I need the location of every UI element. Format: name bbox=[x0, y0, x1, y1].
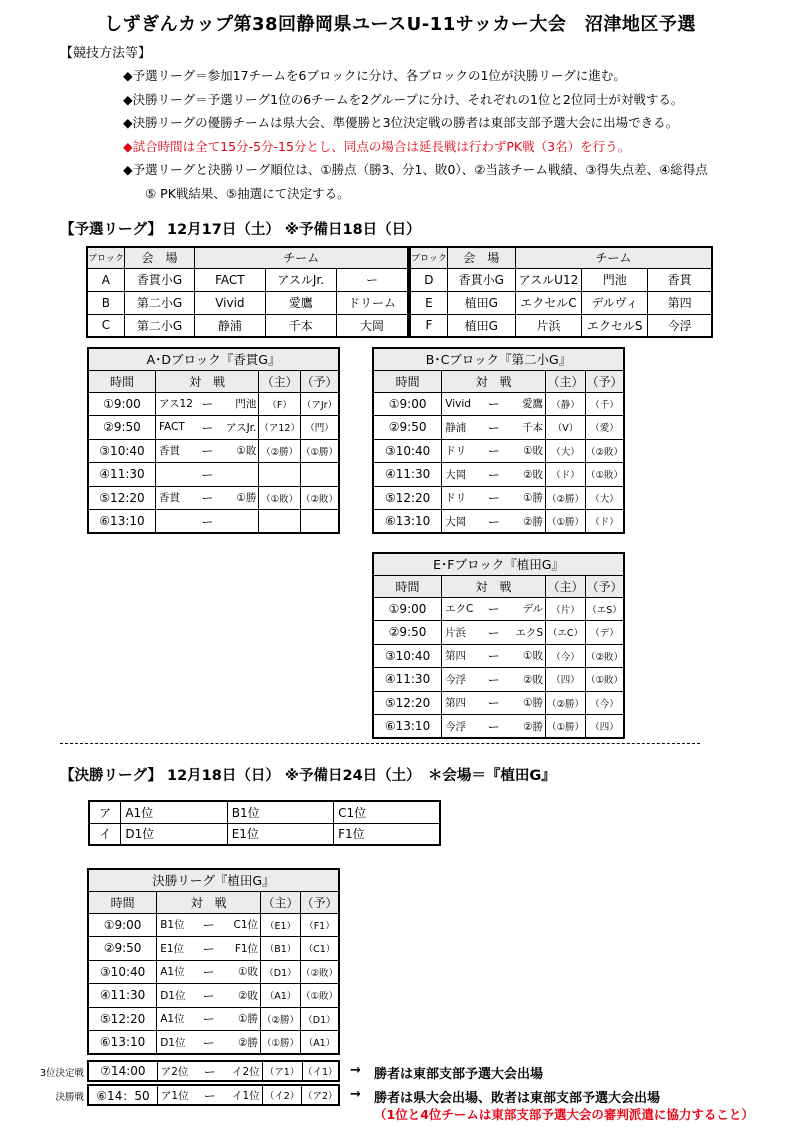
match-main: （D1） bbox=[261, 960, 301, 984]
match-b: 門池 bbox=[218, 392, 259, 416]
col-header-time: 時間 bbox=[373, 370, 442, 392]
block-letter: E bbox=[410, 291, 447, 314]
match-main: （A1） bbox=[261, 984, 301, 1008]
rule-item: ◆決勝リーグの優勝チームは県大会、準優勝と3位決定戦の勝者は東部支部予選大会に出場できる。 bbox=[123, 115, 679, 131]
match-row bbox=[88, 960, 339, 984]
match-time: ⑤12:20 bbox=[373, 486, 442, 510]
match-sub: （②敗） bbox=[585, 439, 624, 463]
venue-cell: 植田G bbox=[447, 314, 515, 337]
playoff-b: イ1位 bbox=[221, 1085, 263, 1105]
ef-block-table bbox=[372, 552, 625, 739]
match-sub: （①敗） bbox=[585, 668, 624, 692]
prelim-heading: 【予選リーグ】 12月17日（土） ※予備日18日（日） bbox=[60, 222, 421, 238]
match-main: （B1） bbox=[261, 937, 301, 961]
team-cell: エクセルC bbox=[515, 291, 581, 314]
match-row bbox=[373, 621, 624, 645]
match-b: ①敗 bbox=[505, 439, 546, 463]
group-slot: B1位 bbox=[227, 801, 333, 823]
page-title: しずぎんカップ第38回静岡県ユースU-11サッカー大会 沼津地区予選 bbox=[104, 14, 696, 35]
playoff-time: ⑥14：50 bbox=[88, 1085, 157, 1105]
group-slot: A1位 bbox=[121, 801, 227, 823]
col-header-main: （主） bbox=[546, 575, 586, 597]
match-dash: ー bbox=[483, 668, 504, 692]
match-sub: （②敗） bbox=[300, 960, 339, 984]
team-cell: アスルJr. bbox=[265, 268, 336, 291]
match-a: 香貫 bbox=[155, 439, 197, 463]
playoff-b: イ2位 bbox=[221, 1061, 263, 1081]
match-main: （①勝） bbox=[261, 1031, 301, 1055]
playoff-dash: ー bbox=[203, 1088, 216, 1103]
match-time: ②9:50 bbox=[373, 621, 442, 645]
playoff-table bbox=[87, 1060, 340, 1082]
match-sub: （門） bbox=[300, 416, 339, 440]
match-main: （②勝） bbox=[259, 439, 301, 463]
match-main: （②勝） bbox=[261, 1007, 301, 1031]
match-main bbox=[259, 510, 301, 534]
team-cell: 第四 bbox=[648, 291, 712, 314]
match-main: （②勝） bbox=[546, 691, 586, 715]
playoff-note: 勝者は県大会出場、敗者は東部支部予選大会出場 bbox=[374, 1091, 661, 1106]
playoff-a: ア1位 bbox=[160, 1089, 189, 1102]
match-row bbox=[373, 715, 624, 739]
match-main: （①敗） bbox=[259, 486, 301, 510]
match-b: 愛鷹 bbox=[505, 392, 546, 416]
playoff-table bbox=[87, 1084, 340, 1106]
col-header-time: 時間 bbox=[373, 575, 442, 597]
block-header: ブロック bbox=[410, 247, 447, 268]
match-row bbox=[88, 1007, 339, 1031]
team-cell: 片浜 bbox=[515, 314, 581, 337]
match-time: ①9:00 bbox=[373, 392, 442, 416]
match-b: デル bbox=[504, 597, 545, 621]
team-cell: 門池 bbox=[582, 268, 648, 291]
match-a: B1位 bbox=[157, 913, 198, 937]
block-title: A･Dブロック『香貫G』 bbox=[88, 348, 339, 370]
match-main: （今） bbox=[546, 644, 586, 668]
match-sub: （②敗） bbox=[300, 486, 339, 510]
col-header-match: 対 戦 bbox=[442, 575, 546, 597]
match-sub: （F1） bbox=[300, 913, 339, 937]
block-letter: A bbox=[87, 268, 124, 291]
match-time: ①9:00 bbox=[88, 913, 157, 937]
match-row bbox=[373, 668, 624, 692]
match-a: A1位 bbox=[157, 1007, 198, 1031]
match-time: ④11:30 bbox=[88, 463, 155, 487]
match-a: D1位 bbox=[157, 984, 198, 1008]
group-slot: E1位 bbox=[227, 823, 333, 845]
match-main: （エC） bbox=[546, 621, 586, 645]
col-header-sub: （予） bbox=[300, 370, 339, 392]
match-row bbox=[88, 439, 339, 463]
venue-header: 会 場 bbox=[447, 247, 515, 268]
team-cell: 今浮 bbox=[648, 314, 712, 337]
match-time: ①9:00 bbox=[373, 597, 442, 621]
match-b: ①勝 bbox=[218, 486, 259, 510]
prelim-row bbox=[410, 291, 712, 314]
team-cell: ドリーム bbox=[336, 291, 408, 314]
match-dash: ー bbox=[483, 510, 504, 534]
block-title: 決勝リーグ『植田G』 bbox=[88, 869, 339, 891]
col-header-time: 時間 bbox=[88, 891, 157, 913]
match-sub: （C1） bbox=[300, 937, 339, 961]
venue-cell: 香貫小G bbox=[447, 268, 515, 291]
match-sub: （ド） bbox=[585, 510, 624, 534]
referee-note: （1位と4位チームは東部支部予選大会の審判派遣に協力すること） bbox=[374, 1107, 754, 1122]
group-label: ア bbox=[89, 801, 121, 823]
match-main: （ド） bbox=[546, 463, 586, 487]
match-sub bbox=[300, 463, 339, 487]
playoff-a: ア2位 bbox=[160, 1065, 189, 1078]
match-dash: ー bbox=[483, 463, 504, 487]
match-sub: （①勝） bbox=[300, 439, 339, 463]
match-dash: ー bbox=[483, 439, 504, 463]
match-b bbox=[218, 463, 259, 487]
match-main: （F） bbox=[259, 392, 301, 416]
match-main: （①勝） bbox=[546, 715, 586, 739]
team-cell: 香貫 bbox=[648, 268, 712, 291]
team-cell: Vivid bbox=[195, 291, 265, 314]
match-row bbox=[373, 597, 624, 621]
match-sub: （デ） bbox=[585, 621, 624, 645]
match-main: （E1） bbox=[261, 913, 301, 937]
team-header: チーム bbox=[195, 247, 408, 268]
venue-cell: 香貫小G bbox=[124, 268, 194, 291]
match-time: ⑥13:10 bbox=[88, 510, 155, 534]
bc-block-table bbox=[372, 347, 625, 534]
team-cell: デルヴィ bbox=[582, 291, 648, 314]
venue-cell: 第二小G bbox=[124, 314, 194, 337]
rule-item: ◆決勝リーグ＝予選リーグ1位の6チームを2グループに分け、それぞれの1位と2位同士が対戦する。 bbox=[123, 91, 684, 107]
match-dash: ー bbox=[483, 392, 504, 416]
match-main: （片） bbox=[546, 597, 586, 621]
prelim-row bbox=[410, 268, 712, 291]
team-cell: FACT bbox=[195, 268, 265, 291]
block-letter: D bbox=[410, 268, 447, 291]
match-sub: （アJr） bbox=[300, 392, 339, 416]
team-cell: 千本 bbox=[265, 314, 336, 337]
playoff-dash: ー bbox=[203, 1064, 216, 1079]
col-header-time: 時間 bbox=[88, 370, 155, 392]
match-time: ⑤12:20 bbox=[88, 486, 155, 510]
match-a: 第四 bbox=[442, 691, 483, 715]
match-sub: （A1） bbox=[300, 1031, 339, 1055]
match-time: ③10:40 bbox=[373, 644, 442, 668]
match-sub: （①敗） bbox=[585, 463, 624, 487]
match-b: 千本 bbox=[505, 416, 546, 440]
match-dash: ー bbox=[483, 416, 504, 440]
team-cell: ー bbox=[336, 268, 408, 291]
playoff-note: 勝者は東部支部予選大会出場 bbox=[374, 1067, 544, 1082]
col-header-main: （主） bbox=[261, 891, 301, 913]
match-row bbox=[88, 486, 339, 510]
playoff-time: ⑦14:00 bbox=[88, 1061, 157, 1081]
match-main: （大） bbox=[546, 439, 586, 463]
match-a: Vivid bbox=[442, 392, 483, 416]
match-dash: ー bbox=[483, 597, 504, 621]
match-main bbox=[259, 463, 301, 487]
match-dash: ー bbox=[483, 644, 504, 668]
match-time: ③10:40 bbox=[373, 439, 442, 463]
rules-heading: 【競技方法等】 bbox=[60, 46, 152, 61]
col-header-sub: （予） bbox=[300, 891, 339, 913]
match-row bbox=[373, 392, 624, 416]
rules-list bbox=[123, 64, 708, 206]
match-row bbox=[373, 416, 624, 440]
match-row bbox=[88, 937, 339, 961]
prelim-row bbox=[87, 314, 408, 337]
match-a: 片浜 bbox=[442, 621, 483, 645]
arrow-icon: → bbox=[350, 1063, 361, 1078]
col-header-main: （主） bbox=[259, 370, 301, 392]
match-b bbox=[218, 510, 259, 534]
match-time: ②9:50 bbox=[88, 416, 155, 440]
match-b: ①敗 bbox=[504, 644, 545, 668]
col-header-sub: （予） bbox=[585, 370, 624, 392]
match-b: ②勝 bbox=[504, 715, 545, 739]
match-a: D1位 bbox=[157, 1031, 198, 1055]
match-b: ①勝 bbox=[504, 691, 545, 715]
playoff-sub: （ア2） bbox=[302, 1091, 338, 1102]
match-time: ②9:50 bbox=[88, 937, 157, 961]
section-divider bbox=[60, 743, 700, 744]
rule-item: ⑤ PK戦結果、⑤抽選にて決定する。 bbox=[145, 185, 350, 201]
match-main: （V） bbox=[546, 416, 586, 440]
col-header-match: 対 戦 bbox=[442, 370, 546, 392]
playoff-sub: （イ1） bbox=[302, 1067, 338, 1078]
final-block-table bbox=[87, 868, 340, 1055]
block-letter: C bbox=[87, 314, 124, 337]
match-row bbox=[373, 486, 624, 510]
match-time: ③10:40 bbox=[88, 960, 157, 984]
match-time: ⑥13:10 bbox=[373, 510, 442, 534]
block-title: B･Cブロック『第二小G』 bbox=[373, 348, 624, 370]
match-dash: ー bbox=[198, 984, 219, 1008]
match-dash: ー bbox=[483, 715, 504, 739]
ad-block-table bbox=[87, 347, 340, 534]
group-row bbox=[89, 823, 440, 845]
match-sub bbox=[300, 510, 339, 534]
match-a: E1位 bbox=[157, 937, 198, 961]
match-sub: （①敗） bbox=[300, 984, 339, 1008]
match-sub: （②敗） bbox=[585, 644, 624, 668]
match-b: F1位 bbox=[219, 937, 260, 961]
match-row bbox=[88, 984, 339, 1008]
block-header: ブロック bbox=[87, 247, 124, 268]
match-dash: ー bbox=[197, 463, 218, 487]
match-row bbox=[88, 416, 339, 440]
match-dash: ー bbox=[197, 486, 218, 510]
match-sub: （D1） bbox=[300, 1007, 339, 1031]
match-time: ④11:30 bbox=[88, 984, 157, 1008]
col-header-match: 対 戦 bbox=[155, 370, 258, 392]
match-a: A1位 bbox=[157, 960, 198, 984]
match-b: ①敗 bbox=[218, 439, 259, 463]
rule-item: ◆試合時間は全て15分-5分-15分とし、同点の場合は延長戦は行わずPK戦（3名）を行う。 bbox=[123, 138, 631, 154]
team-cell: エクセルS bbox=[582, 314, 648, 337]
match-a bbox=[155, 463, 197, 487]
match-b: ②敗 bbox=[505, 463, 546, 487]
match-sub: （四） bbox=[585, 715, 624, 739]
match-dash: ー bbox=[483, 621, 504, 645]
match-main: （四） bbox=[546, 668, 586, 692]
match-time: ④11:30 bbox=[373, 668, 442, 692]
match-sub: （エS） bbox=[585, 597, 624, 621]
match-b: ②勝 bbox=[505, 510, 546, 534]
final-groups-table bbox=[88, 800, 441, 846]
match-row bbox=[373, 644, 624, 668]
group-label: イ bbox=[89, 823, 121, 845]
team-cell: 静浦 bbox=[195, 314, 265, 337]
playoff-main: （イ2） bbox=[262, 1085, 302, 1105]
match-row bbox=[88, 392, 339, 416]
prelim-left-table bbox=[86, 246, 409, 338]
match-a: 今浮 bbox=[442, 715, 483, 739]
match-time: ⑥13:10 bbox=[373, 715, 442, 739]
venue-cell: 植田G bbox=[447, 291, 515, 314]
rule-item: ◆予選リーグと決勝リーグ順位は、①勝点（勝3、分1、敗0）、②当該チーム戦績、③得失点差、④総得点 bbox=[123, 162, 708, 178]
prelim-row bbox=[410, 314, 712, 337]
match-b: ②敗 bbox=[219, 984, 260, 1008]
team-cell: 大岡 bbox=[336, 314, 408, 337]
prelim-right-table bbox=[409, 246, 713, 338]
match-b: ①勝 bbox=[505, 486, 546, 510]
match-a: 今浮 bbox=[442, 668, 483, 692]
final-heading: 【決勝リーグ】 12月18日（日） ※予備日24日（土） ＊会場＝『植田G』 bbox=[60, 768, 556, 784]
match-time: ②9:50 bbox=[373, 416, 442, 440]
group-slot: C1位 bbox=[334, 801, 440, 823]
match-time: ⑤12:20 bbox=[88, 1007, 157, 1031]
match-b: エクS bbox=[504, 621, 545, 645]
prelim-row bbox=[87, 268, 408, 291]
match-a: 第四 bbox=[442, 644, 483, 668]
match-row bbox=[373, 463, 624, 487]
match-dash: ー bbox=[197, 439, 218, 463]
match-b: ①勝 bbox=[219, 1007, 260, 1031]
block-title: E･Fブロック『植田G』 bbox=[373, 553, 624, 575]
match-b: アスJr. bbox=[218, 416, 259, 440]
col-header-match: 対 戦 bbox=[157, 891, 261, 913]
match-main: （ア12） bbox=[259, 416, 301, 440]
playoff-label: 3位決定戦 bbox=[39, 1068, 84, 1079]
rule-item: ◆予選リーグ＝参加17チームを6ブロックに分け、各ブロックの1位が決勝リーグに進む。 bbox=[123, 68, 626, 83]
match-row bbox=[373, 439, 624, 463]
match-row bbox=[88, 463, 339, 487]
team-header: チーム bbox=[515, 247, 712, 268]
team-cell: 愛鷹 bbox=[265, 291, 336, 314]
match-a: ドリ bbox=[442, 439, 483, 463]
block-letter: F bbox=[410, 314, 447, 337]
match-row bbox=[88, 1031, 339, 1055]
block-letter: B bbox=[87, 291, 124, 314]
col-header-main: （主） bbox=[546, 370, 586, 392]
venue-cell: 第二小G bbox=[124, 291, 194, 314]
match-time: ⑤12:20 bbox=[373, 691, 442, 715]
match-a: ドリ bbox=[442, 486, 483, 510]
match-dash: ー bbox=[483, 486, 504, 510]
match-main: （①勝） bbox=[546, 510, 586, 534]
match-sub: （愛） bbox=[585, 416, 624, 440]
match-dash: ー bbox=[197, 416, 218, 440]
match-dash: ー bbox=[483, 691, 504, 715]
match-dash: ー bbox=[198, 1007, 219, 1031]
match-sub: （千） bbox=[585, 392, 624, 416]
match-b: C1位 bbox=[219, 913, 260, 937]
group-slot: F1位 bbox=[334, 823, 440, 845]
match-dash: ー bbox=[198, 913, 219, 937]
team-cell: アスルU12 bbox=[515, 268, 581, 291]
prelim-row bbox=[87, 291, 408, 314]
playoff-label: 決勝戦 bbox=[55, 1092, 84, 1103]
match-time: ④11:30 bbox=[373, 463, 442, 487]
match-sub: （大） bbox=[585, 486, 624, 510]
match-a: エクC bbox=[442, 597, 483, 621]
venue-header: 会 場 bbox=[124, 247, 194, 268]
match-row bbox=[88, 913, 339, 937]
match-dash: ー bbox=[197, 392, 218, 416]
playoff-main: （ア1） bbox=[262, 1061, 302, 1081]
match-a bbox=[155, 510, 197, 534]
match-time: ⑥13:10 bbox=[88, 1031, 157, 1055]
match-a: 大岡 bbox=[442, 463, 483, 487]
match-a: アス12 bbox=[155, 392, 197, 416]
match-row bbox=[373, 691, 624, 715]
arrow-icon: → bbox=[350, 1087, 361, 1102]
match-a: 静浦 bbox=[442, 416, 483, 440]
group-slot: D1位 bbox=[121, 823, 227, 845]
match-dash: ー bbox=[198, 937, 219, 961]
match-a: FACT bbox=[155, 416, 197, 440]
match-b: ①敗 bbox=[219, 960, 260, 984]
match-a: 香貫 bbox=[155, 486, 197, 510]
match-sub: （今） bbox=[585, 691, 624, 715]
match-b: ②勝 bbox=[219, 1031, 260, 1055]
match-dash: ー bbox=[198, 1031, 219, 1055]
match-dash: ー bbox=[198, 960, 219, 984]
match-b: ②敗 bbox=[504, 668, 545, 692]
match-dash: ー bbox=[197, 510, 218, 534]
match-main: （静） bbox=[546, 392, 586, 416]
match-a: 大岡 bbox=[442, 510, 483, 534]
group-row bbox=[89, 801, 440, 823]
match-time: ③10:40 bbox=[88, 439, 155, 463]
match-main: （②勝） bbox=[546, 486, 586, 510]
match-row bbox=[88, 510, 339, 534]
match-row bbox=[373, 510, 624, 534]
match-time: ①9:00 bbox=[88, 392, 155, 416]
col-header-sub: （予） bbox=[585, 575, 624, 597]
